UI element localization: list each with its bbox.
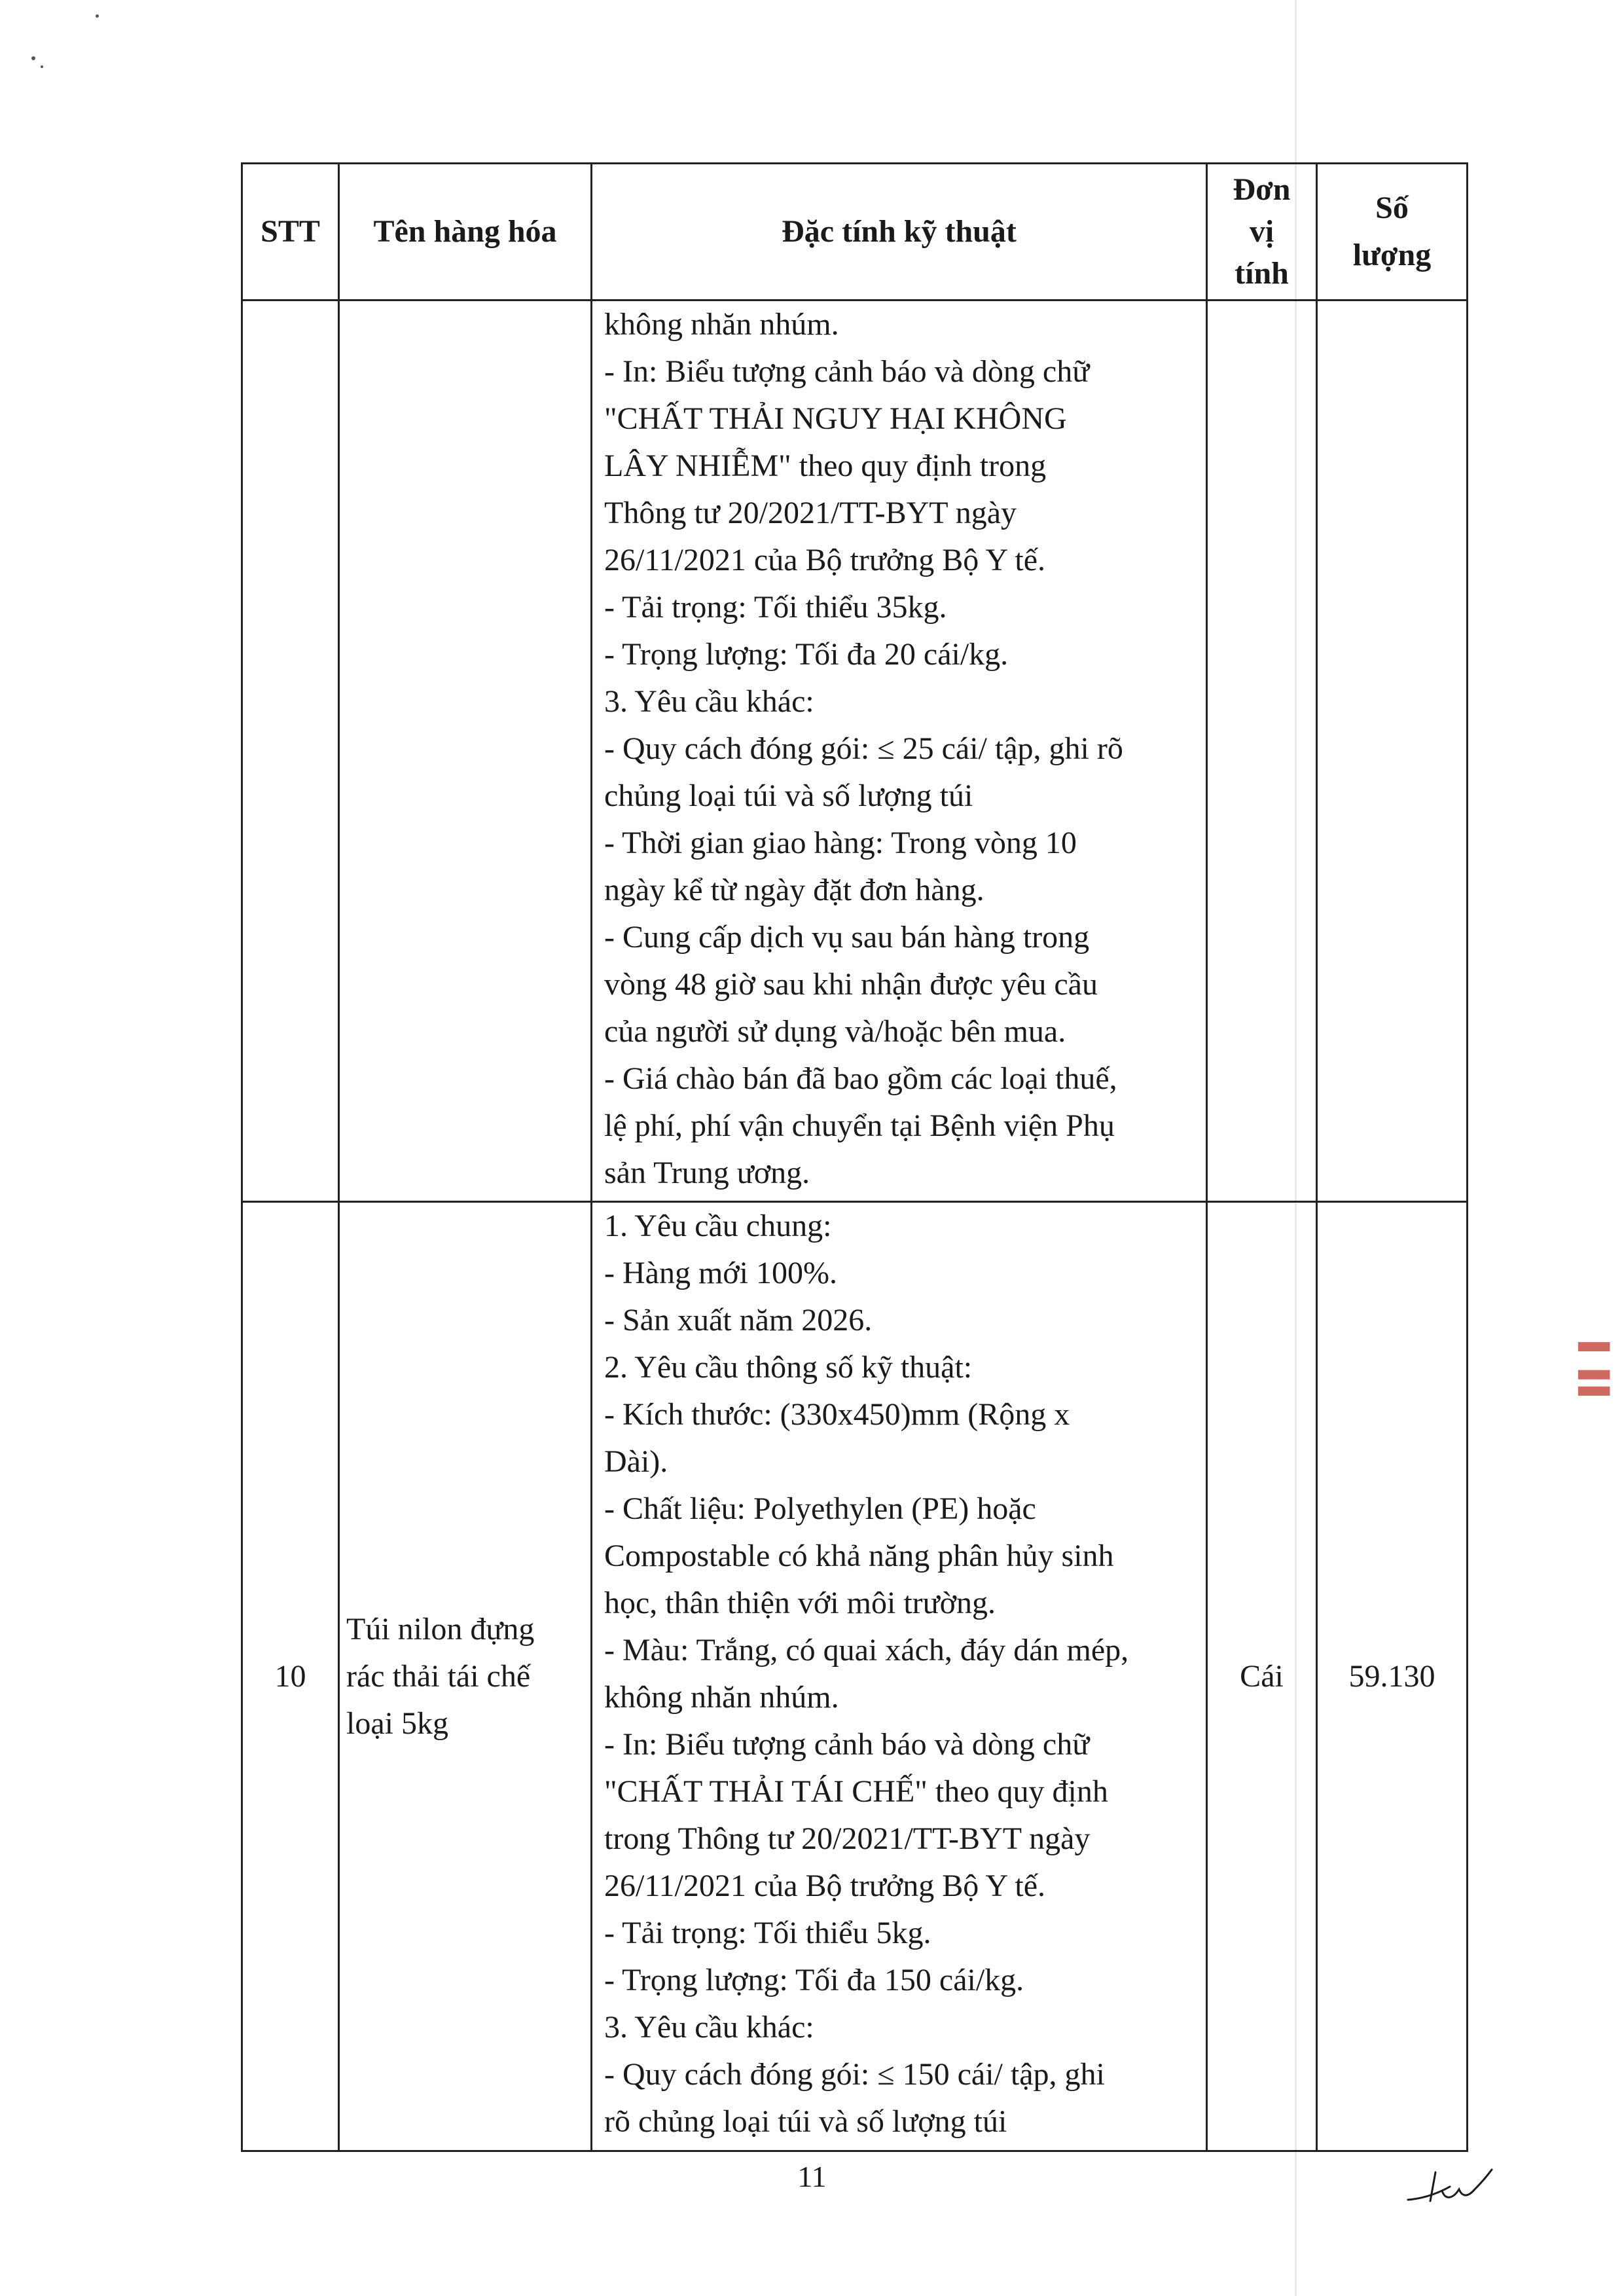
spec-line: Thông tư 20/2021/TT-BYT ngày	[604, 496, 1017, 530]
spec-line: - Hàng mới 100%.	[604, 1256, 837, 1290]
spec-line: - Trọng lượng: Tối đa 20 cái/kg.	[604, 637, 1009, 672]
spec-line: 26/11/2021 của Bộ trưởng Bộ Y tế.	[604, 1868, 1045, 1903]
cell-name	[339, 1202, 592, 2151]
header-stt: STT	[242, 164, 339, 301]
spec-line: - Sản xuất năm 2026.	[604, 1303, 873, 1338]
cell-unit: Cái	[1207, 1202, 1317, 2151]
spec-line: - Tải trọng: Tối thiểu 35kg.	[604, 590, 947, 625]
table-header-row	[242, 164, 1468, 301]
spec-line: - Trọng lượng: Tối đa 150 cái/kg.	[604, 1963, 1024, 1997]
spec-line: Dài).	[604, 1444, 668, 1479]
spec-line: rõ chủng loại túi và số lượng túi	[604, 2104, 1007, 2139]
spec-line: 2. Yêu cầu thông số kỹ thuật:	[604, 1350, 973, 1385]
spec-line: "CHẤT THẢI NGUY HẠI KHÔNG	[604, 401, 1067, 436]
scan-speck	[96, 14, 99, 18]
scan-speck	[41, 65, 43, 68]
specification-table	[241, 162, 1468, 2152]
header-spec: Đặc tính kỹ thuật	[592, 164, 1207, 301]
red-stamp-edge: ▌▐ ▌	[1580, 1342, 1609, 1406]
spec-line: Compostable có khả năng phân hủy sinh	[604, 1539, 1114, 1573]
spec-line: - Cung cấp dịch vụ sau bán hàng trong	[604, 920, 1090, 955]
spec-line: lệ phí, phí vận chuyển tại Bệnh viện Phụ	[604, 1108, 1115, 1143]
table-row	[242, 1202, 1468, 2151]
spec-line: học, thân thiện với môi trường.	[604, 1586, 996, 1620]
spec-line: - Thời gian giao hàng: Trong vòng 10	[604, 826, 1077, 860]
spec-line: 1. Yêu cầu chung:	[604, 1209, 832, 1243]
spec-line: - Quy cách đóng gói: ≤ 150 cái/ tập, ghi	[604, 2057, 1105, 2092]
spec-line: - In: Biểu tượng cảnh báo và dòng chữ	[604, 354, 1090, 389]
cell-name	[339, 301, 592, 1202]
spec-line: 3. Yêu cầu khác:	[604, 684, 814, 719]
spec-line: 26/11/2021 của Bộ trưởng Bộ Y tế.	[604, 543, 1045, 577]
spec-line: không nhăn nhúm.	[604, 1680, 839, 1715]
spec-line: không nhăn nhúm.	[604, 307, 839, 342]
spec-line: sản Trung ương.	[604, 1156, 810, 1190]
spec-line: - Tải trọng: Tối thiểu 5kg.	[604, 1916, 931, 1950]
spec-line: 3. Yêu cầu khác:	[604, 2010, 814, 2045]
cell-quantity: 59.130	[1317, 1202, 1468, 2151]
spec-line: trong Thông tư 20/2021/TT-BYT ngày	[604, 1821, 1091, 1856]
spec-line: LÂY NHIỄM" theo quy định trong	[604, 448, 1047, 483]
table-row	[242, 301, 1468, 1202]
item-name-line: rác thải tái chế	[346, 1658, 531, 1694]
cell-spec	[592, 1202, 1207, 2151]
spec-line: "CHẤT THẢI TÁI CHẾ" theo quy định	[604, 1774, 1108, 1809]
spec-line: vòng 48 giờ sau khi nhận được yêu cầu	[604, 967, 1098, 1002]
spec-line: - Chất liệu: Polyethylen (PE) hoặc	[604, 1491, 1036, 1526]
item-name-line: loại 5kg	[346, 1705, 448, 1741]
header-quantity: Số lượng	[1317, 164, 1468, 301]
cell-unit	[1207, 301, 1317, 1202]
spec-line: của người sử dụng và/hoặc bên mua.	[604, 1014, 1066, 1049]
spec-line: - In: Biểu tượng cảnh báo và dòng chữ	[604, 1727, 1090, 1762]
page-number: 11	[797, 2160, 827, 2193]
spec-line: - Kích thước: (330x450)mm (Rộng x	[604, 1397, 1070, 1432]
cell-quantity	[1317, 301, 1468, 1202]
spec-line: - Quy cách đóng gói: ≤ 25 cái/ tập, ghi rõ	[604, 731, 1123, 766]
header-name: Tên hàng hóa	[339, 164, 592, 301]
spec-line: - Giá chào bán đã bao gồm các loại thuế,	[604, 1061, 1117, 1096]
cell-spec	[592, 301, 1207, 1202]
spec-line: ngày kể từ ngày đặt đơn hàng.	[604, 873, 984, 907]
spec-line: chủng loại túi và số lượng túi	[604, 778, 973, 813]
cell-stt	[242, 301, 339, 1202]
item-name-line: Túi nilon đựng	[346, 1611, 535, 1647]
scan-speck	[31, 56, 35, 60]
header-unit: Đơn vị tính	[1207, 164, 1317, 301]
initials-signature	[1404, 2160, 1496, 2213]
cell-stt: 10	[242, 1202, 339, 2151]
spec-line: - Màu: Trắng, có quai xách, đáy dán mép,	[604, 1633, 1129, 1667]
